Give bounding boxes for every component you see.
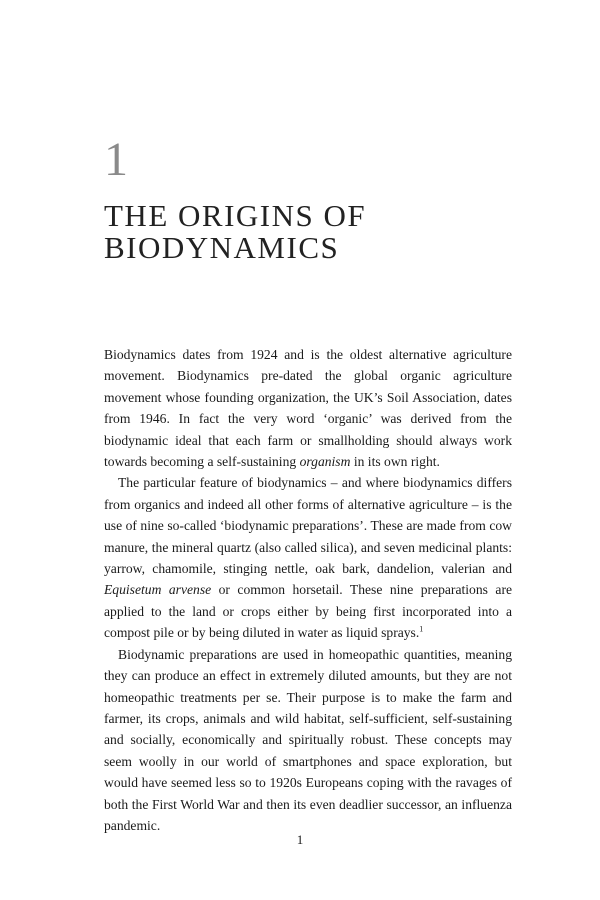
paragraph-1-text: Biodynamics dates from 1924 and is the oldest alternative agriculture movement. Biodynamics pre-dated the global organic agriculture movement whose founding organization, the UK’s Soil Association, dates from 1946. In fact the very word ‘organic’ was derived from the biodynamic ideal that each farm or smallholding should always work towards becoming a self-sustaining [104, 347, 512, 470]
paragraph-2 [104, 472, 512, 643]
paragraph-3: Biodynamic preparations are used in homeopathic quantities, meaning they can produce an effect in extremely diluted amounts, but they are not homeopathic treatments per se. Their purpose is to make the farm and farmer, its crops, animals and wild habitat, self-sufficient, self-sustaining and socially, economically and spiritually robust. These concepts may seem woolly in our world of smartphones and space exploration, but would have seemed less so to 1920s Europeans coping with the ravages of both the First World War and then its even deadlier successor, an influenza pandemic. [104, 646, 512, 833]
paragraph-1-end: in its own right. [350, 454, 440, 470]
paragraph-2-emphasis: Equisetum arvense [104, 582, 212, 598]
chapter-title [104, 200, 504, 264]
paragraph-1-emphasis: organism [299, 454, 351, 470]
chapter-title-line-2: BIODYNAMICS [104, 230, 340, 265]
page-number: 1 [296, 832, 304, 847]
paragraph-2-text-a: The particular feature of biodynamics – and where biodynamics differs from organics and indeed all other forms of alternative agriculture – is the use of nine so-called ‘biodynamic preparations’. These are made from cow manure, the mineral quartz (also called silica), and seven medicinal plants: yarrow, chamomile, stinging nettle, oak bark, dandelion, valerian and [104, 475, 512, 577]
footnote-reference[interactable]: 1 [419, 624, 424, 634]
paragraph-2-text-b: or common horsetail. These nine preparations are applied to the land or crops either by being first incorporated into a compost pile or by being diluted in water as liquid sprays. [104, 582, 513, 641]
chapter-number: 1 [104, 133, 128, 186]
body-text [104, 344, 512, 836]
paragraph-1 [104, 344, 512, 472]
chapter-title-line-1: THE ORIGINS OF [104, 198, 367, 233]
